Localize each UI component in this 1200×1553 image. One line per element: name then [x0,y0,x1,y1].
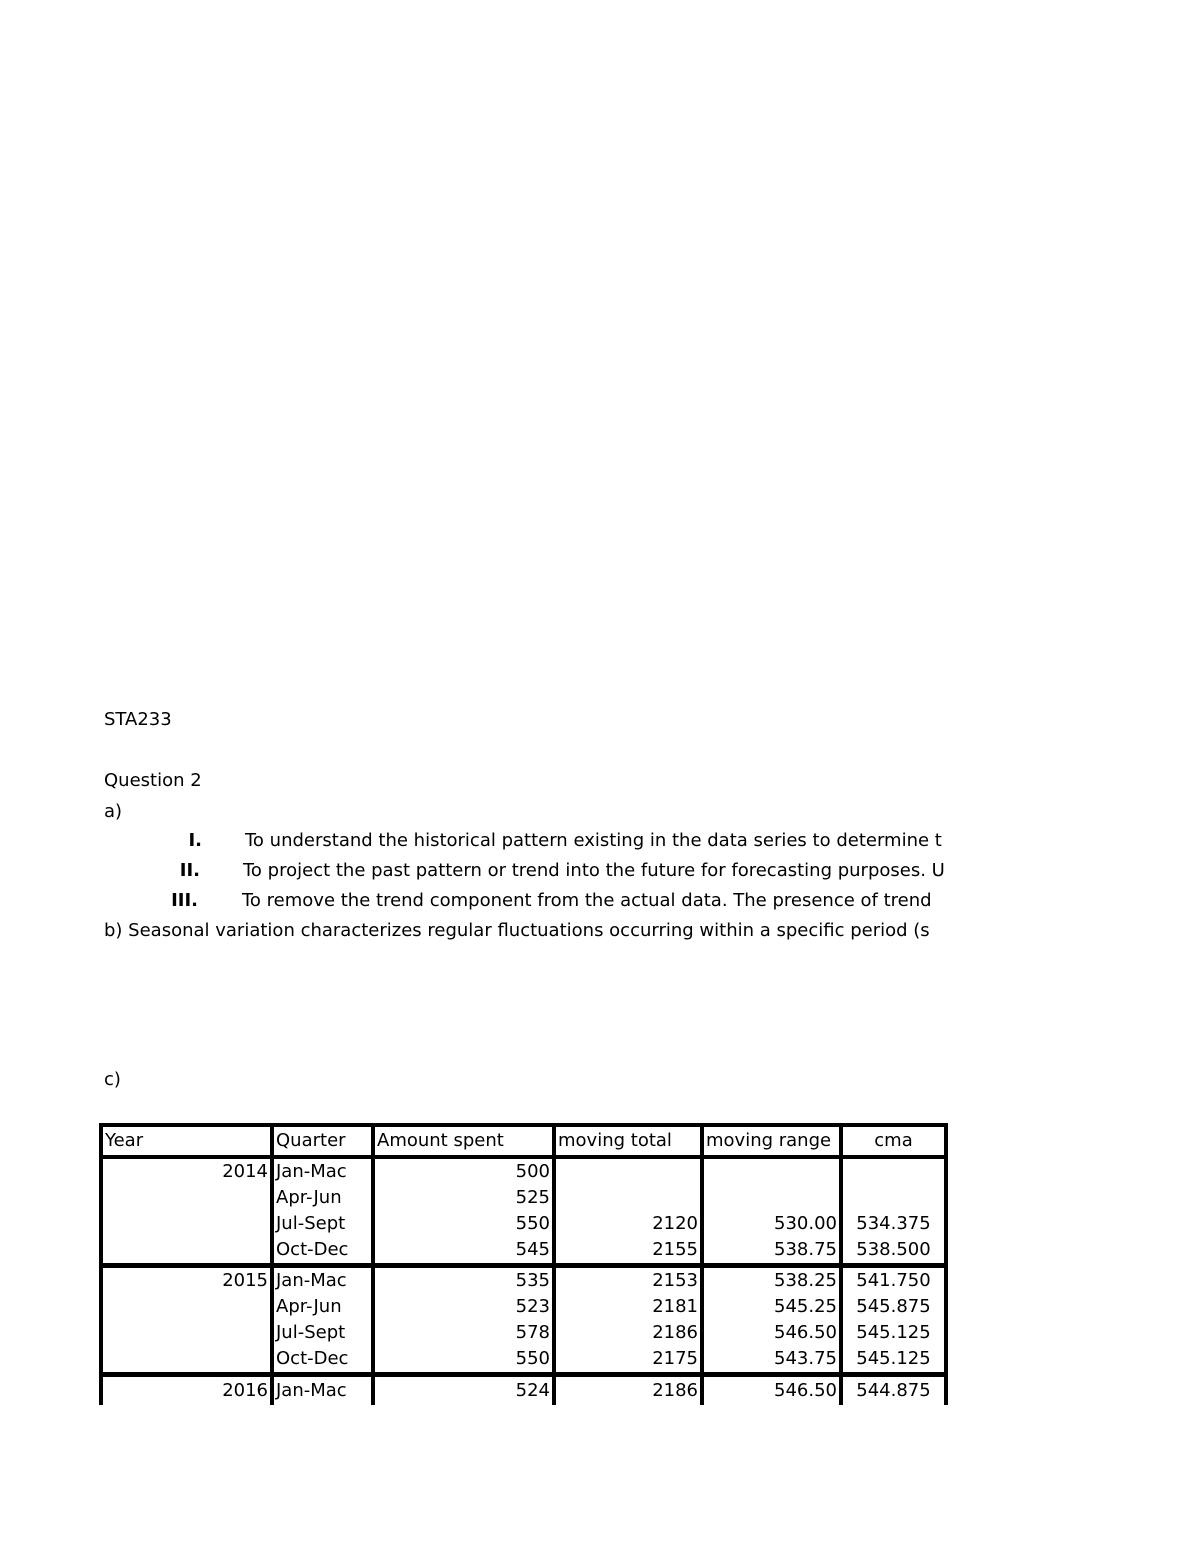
amount-cell: 525 [373,1185,554,1211]
moving-range-cell: 546.50 [702,1320,841,1346]
quarter-cell: Jul-Sept [272,1320,373,1346]
numeral-iii: III. [171,890,198,911]
part-c-label: c) [104,1069,121,1090]
moving-range-cell: 530.00 [702,1211,841,1237]
amount-cell: 535 [373,1266,554,1295]
moving-range-cell: 538.25 [702,1266,841,1295]
quarter-cell: Apr-Jun [272,1294,373,1320]
reason-iii-text: To remove the trend component from the actual data. The presence of trend [242,890,932,911]
cma-cell: 544.875 [841,1375,946,1406]
cma-cell [841,1185,946,1211]
part-a-label: a) [104,801,123,822]
moving-average-table [99,1123,948,1405]
moving-total-cell: 2186 [554,1375,702,1406]
header-cma: cma [841,1125,946,1157]
table-row [101,1211,946,1237]
part-b-text: b) Seasonal variation characterizes regular fluctuations occurring within a specific period (s [104,920,930,941]
cma-cell: 538.500 [841,1237,946,1266]
header-moving-total: moving total [554,1125,702,1157]
cma-cell [841,1157,946,1185]
quarter-cell: Apr-Jun [272,1185,373,1211]
cma-cell: 545.125 [841,1320,946,1346]
moving-range-cell [702,1157,841,1185]
year-cell: 2015 [101,1266,272,1295]
moving-total-cell: 2181 [554,1294,702,1320]
cma-cell: 534.375 [841,1211,946,1237]
moving-total-cell [554,1157,702,1185]
year-cell: 2016 [101,1375,272,1406]
amount-cell: 500 [373,1157,554,1185]
moving-range-cell [702,1185,841,1211]
header-moving-range: moving range [702,1125,841,1157]
moving-range-cell: 546.50 [702,1375,841,1406]
quarter-cell: Oct-Dec [272,1346,373,1375]
table-row [101,1237,946,1266]
table-header-row [101,1125,946,1157]
amount-cell: 550 [373,1346,554,1375]
year-cell [101,1237,272,1266]
reason-ii-text: To project the past pattern or trend into the future for forecasting purposes. U [243,860,945,881]
numeral-i: I. [188,830,202,851]
amount-cell: 545 [373,1237,554,1266]
moving-total-cell: 2186 [554,1320,702,1346]
moving-total-cell: 2120 [554,1211,702,1237]
moving-total-cell: 2153 [554,1266,702,1295]
moving-total-cell: 2175 [554,1346,702,1375]
amount-cell: 524 [373,1375,554,1406]
question-title: Question 2 [104,770,202,791]
numeral-ii: II. [179,860,200,881]
cma-cell: 545.125 [841,1346,946,1375]
quarter-cell: Jan-Mac [272,1266,373,1295]
moving-range-cell: 543.75 [702,1346,841,1375]
course-code: STA233 [104,709,172,730]
header-quarter: Quarter [272,1125,373,1157]
year-cell [101,1320,272,1346]
table-row [101,1375,946,1406]
amount-cell: 550 [373,1211,554,1237]
quarter-cell: Jan-Mac [272,1157,373,1185]
moving-total-cell [554,1185,702,1211]
reason-i-text: To understand the historical pattern existing in the data series to determine t [245,830,942,851]
moving-range-cell: 545.25 [702,1294,841,1320]
moving-range-cell: 538.75 [702,1237,841,1266]
table-row [101,1346,946,1375]
quarter-cell: Oct-Dec [272,1237,373,1266]
amount-cell: 523 [373,1294,554,1320]
moving-total-cell: 2155 [554,1237,702,1266]
table-row [101,1294,946,1320]
year-cell [101,1346,272,1375]
header-amount-spent: Amount spent [373,1125,554,1157]
quarter-cell: Jan-Mac [272,1375,373,1406]
year-cell [101,1294,272,1320]
table-row [101,1266,946,1295]
amount-cell: 578 [373,1320,554,1346]
year-cell [101,1185,272,1211]
year-cell: 2014 [101,1157,272,1185]
table-row [101,1320,946,1346]
cma-cell: 541.750 [841,1266,946,1295]
year-cell [101,1211,272,1237]
table-row [101,1185,946,1211]
header-year: Year [101,1125,272,1157]
quarter-cell: Jul-Sept [272,1211,373,1237]
table-row [101,1157,946,1185]
cma-cell: 545.875 [841,1294,946,1320]
